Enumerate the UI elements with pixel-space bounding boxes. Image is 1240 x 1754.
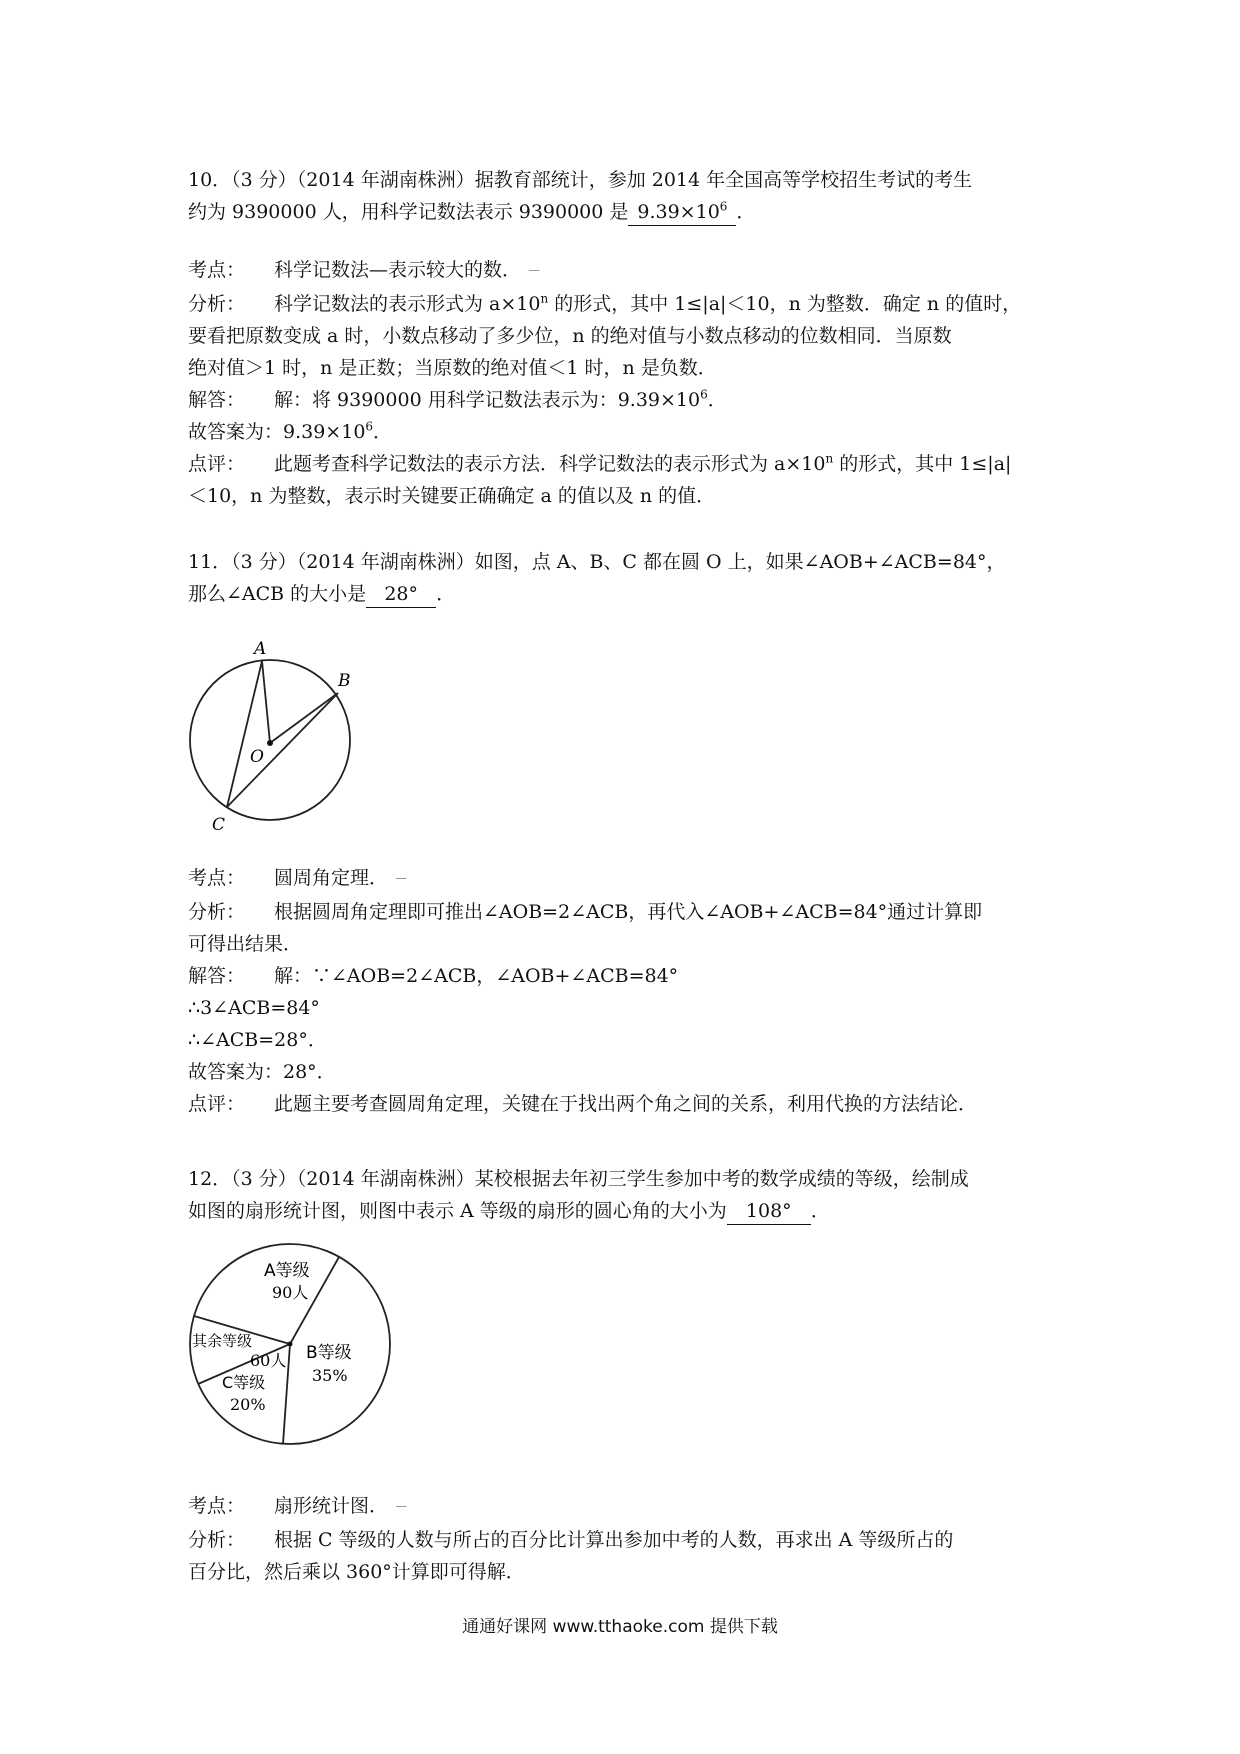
q11-dianping: 点评： 此题主要考查圆周角定理，关键在于找出两个角之间的关系，利用代换的方法结论． xyxy=(188,1093,978,1115)
label-b: B xyxy=(338,671,351,691)
pie-a-count: 90人 xyxy=(272,1283,309,1302)
q11-jieda-line3: ∴∠ACB=28°． xyxy=(188,1029,327,1051)
q10-dianping-line2: ＜10，n 为整数，表示时关键要正确确定 a 的值以及 n 的值． xyxy=(188,485,716,507)
pie-b-pct: 35% xyxy=(312,1366,348,1385)
q11-guda: 故答案为：28°． xyxy=(188,1061,336,1083)
q10-fenxi-line2: 要看把原数变成 a 时，小数点移动了多少位，n 的绝对值与小数点移动的位数相同．当原数 xyxy=(188,325,952,347)
label-o: O xyxy=(250,747,264,767)
pie-a-name: A等级 xyxy=(264,1261,310,1281)
radius-oa xyxy=(262,661,270,743)
page-footer: 通通好课网 www.tthaoke.com 提供下载 xyxy=(462,1617,778,1637)
q11-jieda-line1: 解答： 解：∵∠AOB=2∠ACB，∠AOB+∠ACB=84° xyxy=(188,965,679,987)
q10-guda: 故答案为：$9.39\times 10^6$． xyxy=(188,419,393,443)
q10-dianping-line1: 点评： 此题考查科学记数法的表示方法．科学记数法的表示形式为 $a\times 10^n$ 的形式，其中 1≤|a| xyxy=(188,451,1012,475)
q10-stem-line1: 10．（3 分）（2014 年湖南株洲）据教育部统计，参加 2014 年全国高等学校招生考试的考生 xyxy=(188,169,973,191)
q11-answer: 28° xyxy=(366,581,436,608)
radius-ob xyxy=(270,693,338,743)
pie-figure xyxy=(184,1236,400,1450)
q12-kaodian: 考点： 扇形统计图． － xyxy=(188,1495,409,1517)
pie-b-name: B等级 xyxy=(306,1343,352,1363)
pie-c-pct: 20% xyxy=(230,1395,266,1414)
question-11-solution xyxy=(188,862,1058,1120)
q12-fenxi-line2: 百分比，然后乘以 360°计算即可得解． xyxy=(188,1561,525,1583)
question-12-solution xyxy=(188,1490,1058,1588)
pie-center-dot xyxy=(288,1342,293,1347)
chord-cb xyxy=(227,693,338,807)
question-12 xyxy=(188,1163,1058,1227)
q11-jieda-line2: ∴3∠ACB=84° xyxy=(188,997,320,1019)
q11-fenxi-line2: 可得出结果． xyxy=(188,933,303,955)
center-dot xyxy=(267,740,273,746)
q12-stem-line2: 如图的扇形统计图，则图中表示 A 等级的扇形的圆心角的大小为 108° ． xyxy=(188,1195,1058,1227)
q12-answer: 108° xyxy=(727,1198,811,1225)
pie-c-count: 60人 xyxy=(250,1351,287,1370)
question-11 xyxy=(188,546,1058,610)
q11-kaodian: 考点： 圆周角定理． － xyxy=(188,867,409,889)
label-c: C xyxy=(212,815,226,835)
pie-c-name: C等级 xyxy=(222,1373,266,1392)
q11-fenxi-line1: 分析： 根据圆周角定理即可推出∠AOB=2∠ACB，再代入∠AOB+∠ACB=84°通过计算即 xyxy=(188,901,983,923)
q11-stem-line2: 那么∠ACB 的大小是 28° ． xyxy=(188,578,1058,610)
question-10 xyxy=(188,164,1058,512)
circle-figure xyxy=(178,636,358,836)
label-a: A xyxy=(254,639,267,659)
q10-kaodian: 考点： 科学记数法—表示较大的数． － xyxy=(188,259,542,281)
q12-stem-line1: 12．（3 分）（2014 年湖南株洲）某校根据去年初三学生参加中考的数学成绩的等级，绘制成 xyxy=(188,1168,969,1190)
q10-fenxi-line3: 绝对值＞1 时，n 是正数；当原数的绝对值＜1 时，n 是负数． xyxy=(188,357,717,379)
q10-answer: $9.39\times 10^6$ xyxy=(628,199,736,226)
q10-jieda: 解答： 解：将 9390000 用科学记数法表示为：$9.39\times 10^6$． xyxy=(188,387,727,411)
q10-stem-line2: 约为 9390000 人，用科学记数法表示 9390000 是 $9.39\times 10^6$ ． xyxy=(188,196,1058,228)
q11-stem-line1: 11．（3 分）（2014 年湖南株洲）如图，点 A、B、C 都在圆 O 上，如果∠AOB+∠ACB=84°， xyxy=(188,551,1006,573)
q10-fenxi-line1: 分析： 科学记数法的表示形式为 $a\times 10^n$ 的形式，其中 1≤|a|＜10，n 为整数．确定 n 的值时， xyxy=(188,291,1022,315)
pie-other-name: 其余等级 xyxy=(192,1332,253,1350)
chord-ca xyxy=(227,661,262,807)
q12-fenxi-line1: 分析： 根据 C 等级的人数与所占的百分比计算出参加中考的人数，再求出 A 等级所占的 xyxy=(188,1529,954,1551)
